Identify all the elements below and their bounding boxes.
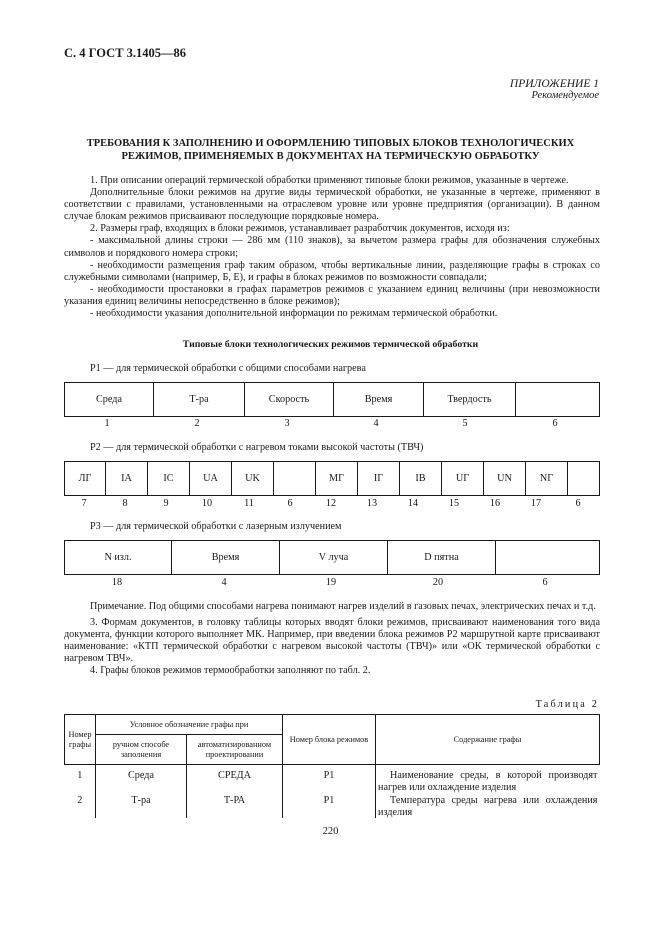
block-p3-numbers [0, 577, 661, 591]
column-number: 20 [432, 577, 444, 588]
header-num: Номер графы [65, 715, 96, 765]
block-p2-caption: Р2 — для термической обработки с нагревом токами высокой частоты (ТВЧ) [90, 442, 424, 453]
header-content: Содержание графы [376, 715, 600, 765]
block-p1-table [64, 382, 600, 417]
column-number: 4 [221, 577, 227, 588]
block-cell: UK [232, 462, 274, 496]
cell-block: Р1 [283, 765, 376, 794]
cell-content: Температура среды нагрева или охлаждения изделия [376, 793, 600, 818]
block-cell: Твердость [424, 383, 516, 417]
column-number: 4 [373, 418, 379, 429]
table-row [65, 793, 600, 818]
column-number: 12 [325, 498, 337, 509]
block-cell: IB [400, 462, 442, 496]
cell-manual: Среда [96, 765, 187, 794]
block-cell: Время [172, 541, 280, 575]
block-p3-table [64, 540, 600, 575]
cell-block: Р1 [283, 793, 376, 818]
paragraph: 2. Размеры граф, входящих в блоки режимов, устанавливает разработчик документов, исходя из: [90, 223, 510, 235]
block-cell: NГ [526, 462, 568, 496]
column-number: 18 [111, 577, 123, 588]
block-p3-caption: Р3 — для термической обработки с лазерным излучением [90, 521, 342, 532]
cell-num: 1 [77, 770, 83, 781]
blocks-subtitle: Типовые блоки технологических режимов термической обработки [182, 339, 479, 350]
column-number: 6 [542, 577, 548, 588]
appendix-status: Рекомендуемое [531, 90, 599, 101]
cell-content: Наименование среды, в которой производят нагрев или охлаждение изделия [376, 765, 600, 794]
column-number: 14 [407, 498, 419, 509]
header-block: Номер блока режимов [283, 715, 376, 765]
block-cell: UГ [442, 462, 484, 496]
table-row [65, 765, 600, 794]
block-cell: IA [106, 462, 148, 496]
column-number: 5 [462, 418, 468, 429]
block-cell: Среда [65, 383, 154, 417]
list-item: - максимальной длины строки — 286 мм (110 знаков), за вычетом размера графы для обозначения служебных символов и порядкового номера строки; [64, 235, 600, 259]
column-number: 6 [287, 498, 293, 509]
paragraph: 1. При описании операций термической обработки применяют типовые блоки режимов, указанные в чертеже. [90, 175, 569, 186]
note-paragraph: Примечание. Под общими способами нагрева понимают нагрев изделий в газовых печах, электрических печах и т.д. [90, 601, 596, 612]
block-cell: Время [334, 383, 424, 417]
cell-auto: СРЕДА [187, 765, 283, 794]
block-cell: МГ [316, 462, 358, 496]
list-item: - необходимости простановки в графах параметров режимов с указанием единиц величины (при невозможности указания единиц величины непосредственно в блоке режимов); [64, 283, 600, 307]
column-number: 10 [201, 498, 213, 509]
block-cell: Скорость [245, 383, 334, 417]
block-cell: UA [190, 462, 232, 496]
header-manual: ручном способе заполнения [96, 735, 187, 765]
block-cell: UN [484, 462, 526, 496]
column-number: 7 [81, 498, 87, 509]
column-number: 11 [244, 498, 254, 509]
block-p1-numbers [0, 418, 661, 432]
block-p1-caption: Р1 — для термической обработки с общими способами нагрева [90, 363, 366, 374]
block-cell: IГ [358, 462, 400, 496]
column-number: 19 [325, 577, 337, 588]
paragraph: 4. Графы блоков режимов термообработки заполняют по табл. 2. [90, 665, 371, 677]
column-number: 6 [575, 498, 581, 509]
column-number: 2 [194, 418, 200, 429]
appendix-label [510, 78, 599, 102]
column-number: 1 [104, 418, 110, 429]
block-cell [274, 462, 316, 496]
paragraph: Дополнительные блоки режимов на другие виды термической обработки, не указанные в чертеже, применяют в соответствии с правилами, установленными на отраслевом уровне или уровне предприятия (организации). В данном случае блокам режимов присваивают последующие порядковые номера. [64, 187, 600, 223]
column-number: 13 [366, 498, 378, 509]
column-number: 17 [530, 498, 542, 509]
block-cell: ЛГ [65, 462, 106, 496]
column-number: 8 [122, 498, 128, 509]
list-item: - необходимости указания дополнительной информации по режимам термической обработки. [90, 308, 498, 320]
block-cell [516, 383, 600, 417]
column-number: 6 [552, 418, 558, 429]
page-number: 220 [322, 826, 339, 837]
column-number: 15 [448, 498, 460, 509]
block-cell [568, 462, 600, 496]
table-label: Таблица 2 [535, 699, 599, 710]
header-symbol: Условное обозначение графы при [96, 715, 283, 735]
block-cell: V луча [280, 541, 388, 575]
column-number: 16 [489, 498, 501, 509]
block-cell [496, 541, 600, 575]
cell-auto: Т-РА [187, 793, 283, 818]
list-item: - необходимости размещения граф таким образом, чтобы вертикальные линии, разделяющие графы в строках со служебными символами (например, Б, Е), и графы в блоках режимов по возможности совпадали; [64, 259, 600, 283]
block-cell: N изл. [65, 541, 172, 575]
cell-manual: Т-ра [96, 793, 187, 818]
table-2 [64, 714, 600, 818]
block-p2-numbers [0, 498, 661, 512]
appendix-title: ПРИЛОЖЕНИЕ 1 [509, 78, 599, 90]
section-title: ТРЕБОВАНИЯ К ЗАПОЛНЕНИЮ И ОФОРМЛЕНИЮ ТИПОВЫХ БЛОКОВ ТЕХНОЛОГИЧЕСКИХ РЕЖИМОВ, ПРИМЕНЯЕМЫХ В ДОКУМЕНТАХ НА ТЕРМИЧЕСКУЮ ОБРАБОТКУ [86, 138, 575, 162]
column-number: 9 [163, 498, 169, 509]
block-cell: IC [148, 462, 190, 496]
column-number: 3 [284, 418, 290, 429]
paragraph: 3. Формам документов, в головку таблицы которых вводят блоки режимов, присваивают наименования того вида документа, функции которого выполняет МК. Например, при введении блока режимов Р2 маршрутной карте присваивают наименование: «КТП термической обработки с нагревом высокой частоты (ТВЧ)» или «ОК термической обработки с нагревом ТВЧ». [64, 617, 600, 665]
cell-num: 2 [77, 795, 83, 806]
header-auto: автоматизированном проектировании [187, 735, 283, 765]
body-text [64, 175, 600, 320]
block-cell: Т-ра [154, 383, 245, 417]
block-p2-table [64, 461, 600, 496]
notes-text [64, 601, 600, 678]
page-header: С. 4 ГОСТ 3.1405—86 [64, 46, 187, 60]
block-cell: D пятна [388, 541, 496, 575]
